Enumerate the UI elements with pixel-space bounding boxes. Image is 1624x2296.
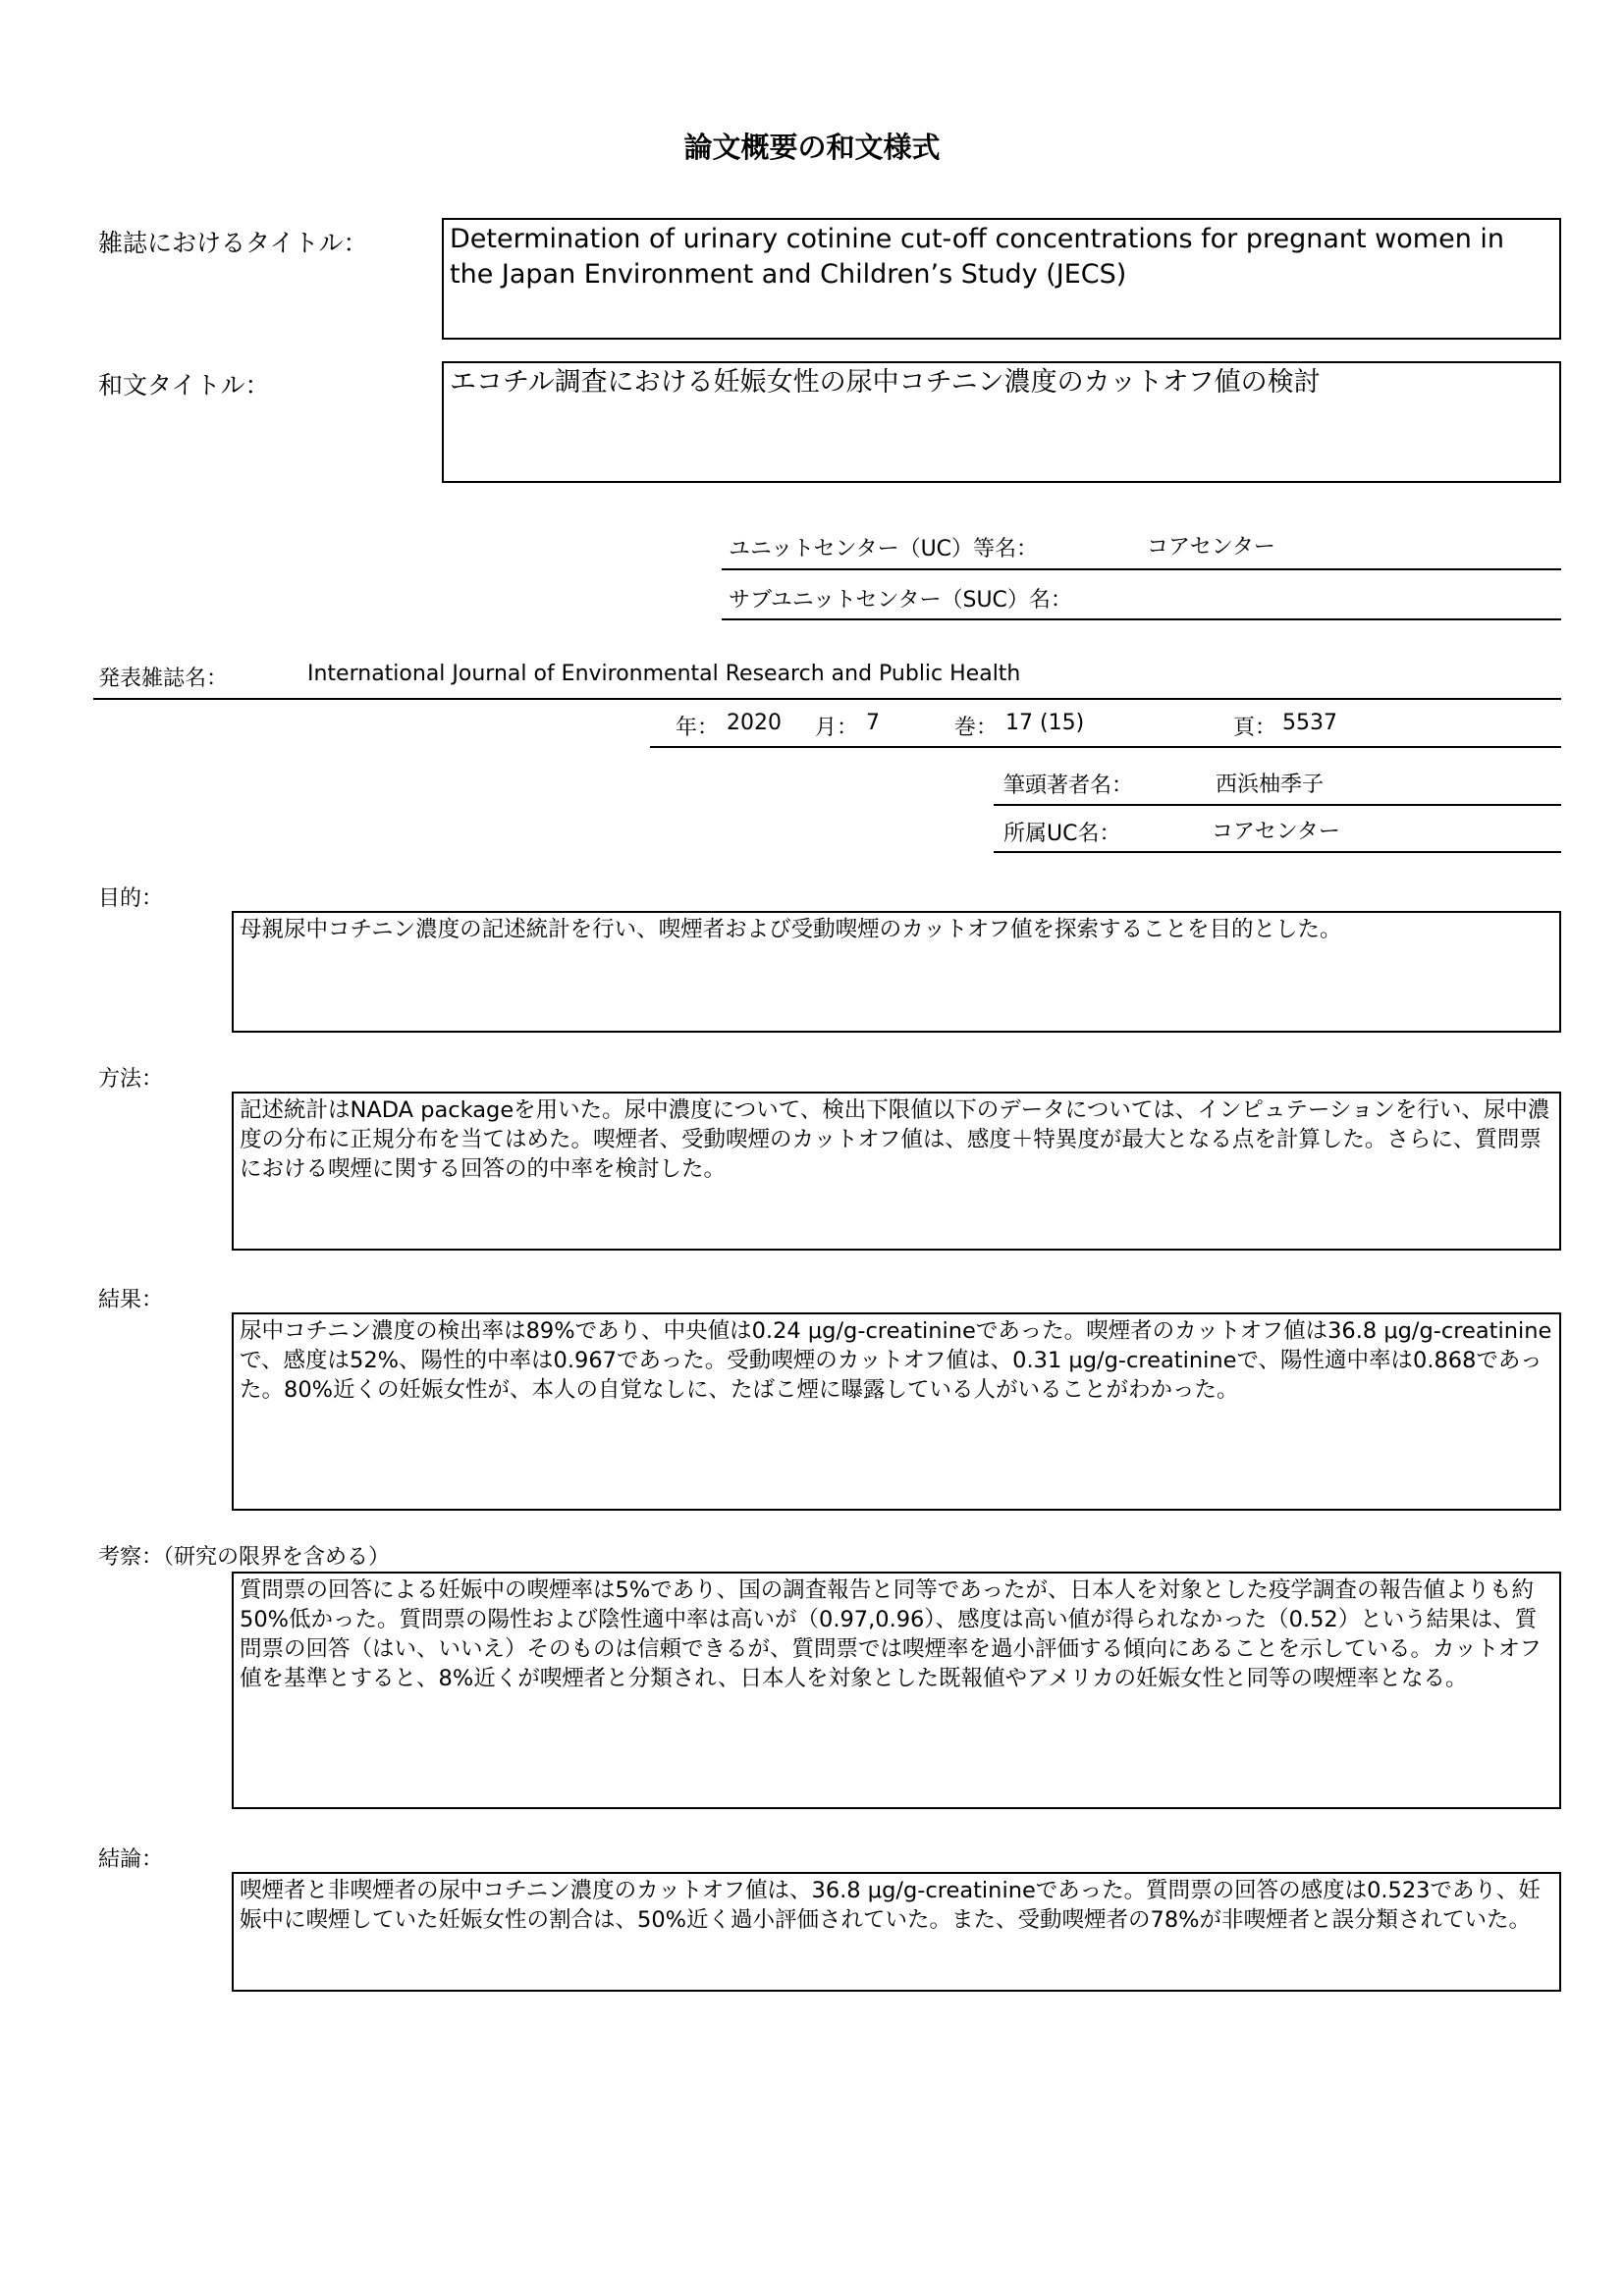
discussion-box xyxy=(232,1572,1561,1809)
affiliation-underline xyxy=(994,851,1561,853)
doc-title: 論文概要の和文様式 xyxy=(683,131,941,164)
affiliation-value: コアセンター xyxy=(1212,820,1340,844)
publication-underline xyxy=(93,698,1561,700)
japanese-title-box xyxy=(442,361,1561,483)
discussion-label: 考察：（研究の限界を含める） xyxy=(98,1545,391,1570)
publication-label: 発表雑誌名： xyxy=(98,667,229,691)
first-author-value: 西浜柚季子 xyxy=(1216,773,1325,797)
year-value: 2020 xyxy=(727,711,782,735)
unit-center-underline xyxy=(722,568,1561,570)
purpose-box xyxy=(232,911,1561,1033)
japanese-title-label: 和文タイトル： xyxy=(98,371,270,400)
first-author-label: 筆頭著者名： xyxy=(1003,774,1134,798)
conclusion-label: 結論： xyxy=(98,1847,164,1872)
result-box xyxy=(232,1312,1561,1511)
result-text: 尿中コチニン濃度の検出率は89%であり、中央値は0.24 μg/g-creatinineであった。喫煙者のカットオフ値は36.8 μg/g-creatinineで、感度は52%、陽性的中率は0.967であった。受動喫煙のカットオフ値は、0.31 μg/g-creatinineで、陽性適中率は0.868であった。80%近くの妊娠女性が、本人の自覚なしに、たばこ煙に曝露している人がいることがわかった。 xyxy=(240,1318,1552,1403)
sub-unit-center-underline xyxy=(722,618,1561,620)
journal-title-box xyxy=(442,218,1561,340)
method-label: 方法： xyxy=(98,1067,164,1092)
month-label: 月： xyxy=(815,716,859,740)
volume-label: 巻： xyxy=(954,716,999,740)
first-author-underline xyxy=(994,804,1561,806)
page-label: 頁： xyxy=(1233,716,1277,740)
page-value: 5537 xyxy=(1282,711,1337,735)
unit-center-value: コアセンター xyxy=(1147,535,1275,560)
publication-detail-underline xyxy=(650,746,1561,748)
purpose-label: 目的： xyxy=(98,886,164,911)
publication-value: International Journal of Environmental Research and Public Health xyxy=(307,662,1021,686)
method-box xyxy=(232,1092,1561,1251)
volume-value: 17 (15) xyxy=(1005,711,1085,735)
result-label: 結果： xyxy=(98,1288,164,1312)
year-label: 年： xyxy=(676,716,720,740)
journal-title-label: 雑誌におけるタイトル： xyxy=(98,229,368,257)
discussion-text: 質問票の回答による妊娠中の喫煙率は5%であり、国の調査報告と同等であったが、日本人を対象とした疫学調査の報告値よりも約50%低かった。質問票の陽性および陰性適中率は高いが（0.97,0.96）、感度は高い値が得られなかった（0.52）という結果は、質問票の回答（はい、いいえ）そのものは信頼できるが、質問票では喫煙率を過小評価する傾向にあることを示している。カットオフ値を基準とすると、8%近くが喫煙者と分類され、日本人を対象とした既報値やアメリカの妊娠女性と同等の喫煙率となる。 xyxy=(240,1577,1542,1691)
journal-title-value: Determination of urinary cotinine cut-off concentrations for pregnant women in the Japan Environment and Children’s Study (JECS) xyxy=(450,224,1513,290)
conclusion-text: 喫煙者と非喫煙者の尿中コチニン濃度のカットオフ値は、36.8 μg/g-creatinineであった。質問票の回答の感度は0.523であり、妊娠中に喫煙していた妊娠女性の割合は、50%近く過小評価されていた。また、受動喫煙者の78%が非喫煙者と誤分類されていた。 xyxy=(240,1878,1541,1933)
conclusion-box xyxy=(232,1872,1561,1992)
method-text: 記述統計はNADA packageを用いた。尿中濃度について、検出下限値以下のデータについては、インピュテーションを行い、尿中濃度の分布に正規分布を当てはめた。喫煙者、受動喫煙のカットオフ値は、感度＋特異度が最大となる点を計算した。さらに、質問票における喫煙に関する回答の的中率を検討した。 xyxy=(240,1097,1550,1182)
month-value: 7 xyxy=(866,711,880,735)
purpose-text: 母親尿中コチニン濃度の記述統計を行い、喫煙者および受動喫煙のカットオフ値を探索することを目的とした。 xyxy=(240,917,1342,942)
affiliation-label: 所属UC名： xyxy=(1003,822,1121,846)
sub-unit-center-label: サブユニットセンター（SUC）名： xyxy=(729,588,1072,613)
unit-center-label: ユニットセンター（UC）等名： xyxy=(729,537,1039,561)
japanese-title-value: エコチル調査における妊娠女性の尿中コチニン濃度のカットオフ値の検討 xyxy=(450,367,1321,398)
